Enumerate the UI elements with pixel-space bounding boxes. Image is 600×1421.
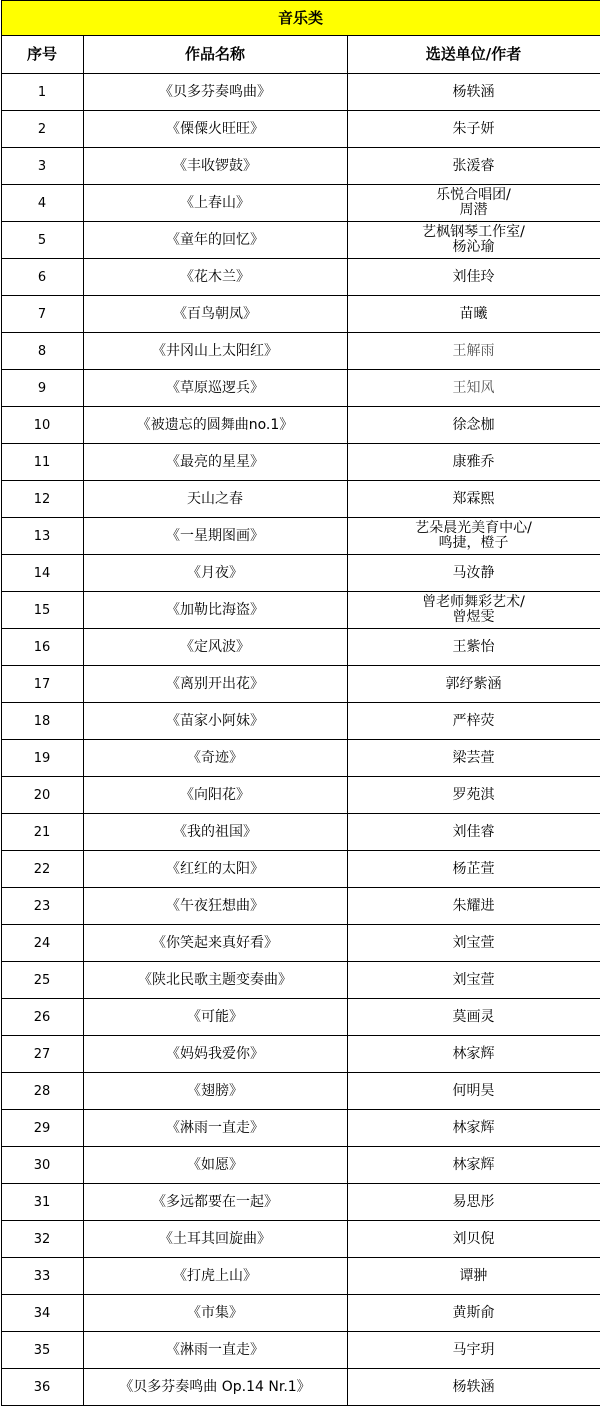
table-row [1,925,600,962]
table-row [1,333,600,370]
table-row [1,1184,600,1221]
table-row [1,370,600,407]
table-row [1,296,600,333]
author-cell [347,629,600,666]
author-line: 杨芷萱 [452,860,495,877]
work-title: 《淋雨一直走》 [83,1332,347,1369]
work-title: 《翅膀》 [83,1073,347,1110]
work-title: 《你笑起来真好看》 [83,925,347,962]
author-line: 林家辉 [452,1119,495,1136]
table-row [1,1258,600,1295]
row-number: 32 [1,1221,83,1258]
author-line: 刘佳玲 [452,268,495,285]
work-title: 《如愿》 [83,1147,347,1184]
table-row [1,444,600,481]
author-line: 谭翀 [459,1267,488,1284]
row-number: 18 [1,703,83,740]
work-title: 《最亮的星星》 [83,444,347,481]
author-line: 朱子妍 [452,120,495,137]
work-title: 《淋雨一直走》 [83,1110,347,1147]
row-number: 28 [1,1073,83,1110]
row-number: 15 [1,592,83,629]
row-number: 31 [1,1184,83,1221]
author-cell [347,740,600,777]
work-title: 《上春山》 [83,185,347,222]
work-title: 《我的祖国》 [83,814,347,851]
row-number: 14 [1,555,83,592]
author-line: 曾老师舞彩艺术/ [422,594,525,610]
table-row [1,555,600,592]
table-row [1,1147,600,1184]
table-row [1,851,600,888]
author-cell [347,777,600,814]
table-row [1,74,600,111]
author-line: 鸣捷，橙子 [438,535,509,551]
row-number: 4 [1,185,83,222]
table-row [1,259,600,296]
work-title: 《陕北民歌主题变奏曲》 [83,962,347,999]
author-cell [347,111,600,148]
table-row [1,111,600,148]
row-number: 23 [1,888,83,925]
author-cell [347,1184,600,1221]
author-line: 康雅乔 [452,453,495,470]
row-number: 10 [1,407,83,444]
work-title: 《向阳花》 [83,777,347,814]
table-row [1,1369,600,1406]
row-number: 29 [1,1110,83,1147]
work-title: 《土耳其回旋曲》 [83,1221,347,1258]
work-title: 《可能》 [83,999,347,1036]
author-line: 刘贝倪 [452,1230,495,1247]
work-title: 《午夜狂想曲》 [83,888,347,925]
work-title: 《童年的回忆》 [83,222,347,259]
author-line: 罗苑淇 [452,786,495,803]
work-title: 《红红的太阳》 [83,851,347,888]
author-line: 杨轶涵 [452,1378,495,1395]
author-cell [347,481,600,518]
author-cell [347,1036,600,1073]
header-number: 序号 [1,36,83,74]
table-row [1,999,600,1036]
table-row [1,481,600,518]
row-number: 25 [1,962,83,999]
author-line: 林家辉 [452,1045,495,1062]
author-line: 曾煜雯 [452,609,495,625]
row-number: 11 [1,444,83,481]
music-entries-table [1,0,600,1406]
work-title: 《花木兰》 [83,259,347,296]
author-cell [347,999,600,1036]
row-number: 1 [1,74,83,111]
table-row [1,666,600,703]
author-line: 杨轶涵 [452,83,495,100]
row-number: 16 [1,629,83,666]
author-cell [347,555,600,592]
author-line: 杨沁瑜 [452,239,495,255]
work-title: 《打虎上山》 [83,1258,347,1295]
author-cell [347,1295,600,1332]
table-row [1,814,600,851]
row-number: 20 [1,777,83,814]
author-line: 艺朵晨光美育中心/ [415,520,532,536]
author-line: 林家辉 [452,1156,495,1173]
author-cell [347,1369,600,1406]
author-cell [347,1073,600,1110]
row-number: 27 [1,1036,83,1073]
author-cell [347,592,600,629]
row-number: 35 [1,1332,83,1369]
author-line: 王知风 [452,379,495,396]
author-line: 郭纾紫涵 [445,675,502,692]
author-cell [347,1110,600,1147]
table-row [1,1036,600,1073]
author-line: 刘宝萱 [452,971,495,988]
work-title: 《月夜》 [83,555,347,592]
row-number: 6 [1,259,83,296]
table-row [1,148,600,185]
table-row [1,185,600,222]
table-row [1,222,600,259]
author-cell [347,222,600,259]
row-number: 19 [1,740,83,777]
author-line: 刘佳睿 [452,823,495,840]
work-title: 《市集》 [83,1295,347,1332]
author-cell [347,259,600,296]
author-cell [347,148,600,185]
work-title: 天山之春 [83,481,347,518]
table-title: 音乐类 [1,1,600,36]
author-line: 莫画灵 [452,1008,495,1025]
row-number: 36 [1,1369,83,1406]
table-row [1,1221,600,1258]
row-number: 5 [1,222,83,259]
table-row [1,703,600,740]
row-number: 33 [1,1258,83,1295]
work-title: 《贝多芬奏鸣曲 Op.14 Nr.1》 [83,1369,347,1406]
author-cell [347,851,600,888]
author-line: 张湲睿 [452,157,495,174]
author-line: 黄斯俞 [452,1304,495,1321]
author-cell [347,296,600,333]
author-cell [347,518,600,555]
author-cell [347,814,600,851]
author-line: 刘宝萱 [452,934,495,951]
work-title: 《加勒比海盗》 [83,592,347,629]
row-number: 2 [1,111,83,148]
work-title: 《苗家小阿妹》 [83,703,347,740]
author-line: 乐悦合唱团/ [436,187,511,203]
author-line: 何明昊 [452,1082,495,1099]
work-title: 《贝多芬奏鸣曲》 [83,74,347,111]
work-title: 《离别开出花》 [83,666,347,703]
author-cell [347,370,600,407]
author-line: 周潜 [459,202,488,218]
row-number: 26 [1,999,83,1036]
table-row [1,1110,600,1147]
row-number: 12 [1,481,83,518]
table-row [1,407,600,444]
row-number: 8 [1,333,83,370]
row-number: 34 [1,1295,83,1332]
author-line: 郑霖熙 [452,490,495,507]
author-line: 王解雨 [452,342,495,359]
table-row [1,518,600,555]
author-cell [347,74,600,111]
work-title: 《草原巡逻兵》 [83,370,347,407]
author-cell [347,1258,600,1295]
work-title: 《百鸟朝凤》 [83,296,347,333]
row-number: 21 [1,814,83,851]
header-row [1,36,600,74]
table-row [1,592,600,629]
row-number: 13 [1,518,83,555]
table-row [1,962,600,999]
row-number: 7 [1,296,83,333]
author-line: 王紫怡 [452,638,495,655]
author-line: 艺枫钢琴工作室/ [422,224,525,240]
table-row [1,1073,600,1110]
author-cell [347,407,600,444]
table-row [1,740,600,777]
header-author: 选送单位/作者 [347,36,600,74]
author-line: 易思彤 [452,1193,495,1210]
work-title: 《傈僳火旺旺》 [83,111,347,148]
author-cell [347,1147,600,1184]
work-title: 《一星期图画》 [83,518,347,555]
author-line: 梁芸萱 [452,749,495,766]
author-line: 徐念枷 [452,416,495,433]
table-row [1,1295,600,1332]
row-number: 9 [1,370,83,407]
row-number: 22 [1,851,83,888]
table-title-row [1,1,600,36]
author-cell [347,1221,600,1258]
table-row [1,629,600,666]
author-cell [347,1332,600,1369]
work-title: 《多远都要在一起》 [83,1184,347,1221]
work-title: 《定风波》 [83,629,347,666]
work-title: 《丰收锣鼓》 [83,148,347,185]
row-number: 17 [1,666,83,703]
row-number: 24 [1,925,83,962]
author-line: 苗曦 [459,305,488,322]
author-cell [347,333,600,370]
work-title: 《被遗忘的圆舞曲no.1》 [83,407,347,444]
author-line: 马汝静 [452,564,495,581]
row-number: 3 [1,148,83,185]
header-work-title: 作品名称 [83,36,347,74]
author-cell [347,962,600,999]
table-row [1,888,600,925]
work-title: 《井冈山上太阳红》 [83,333,347,370]
author-line: 严梓荧 [452,712,495,729]
table-row [1,777,600,814]
author-cell [347,444,600,481]
table-row [1,1332,600,1369]
work-title: 《妈妈我爱你》 [83,1036,347,1073]
author-line: 朱耀进 [452,897,495,914]
author-cell [347,666,600,703]
work-title: 《奇迹》 [83,740,347,777]
row-number: 30 [1,1147,83,1184]
author-cell [347,703,600,740]
author-cell [347,925,600,962]
author-cell [347,888,600,925]
author-cell [347,185,600,222]
author-line: 马宇玥 [452,1341,495,1358]
